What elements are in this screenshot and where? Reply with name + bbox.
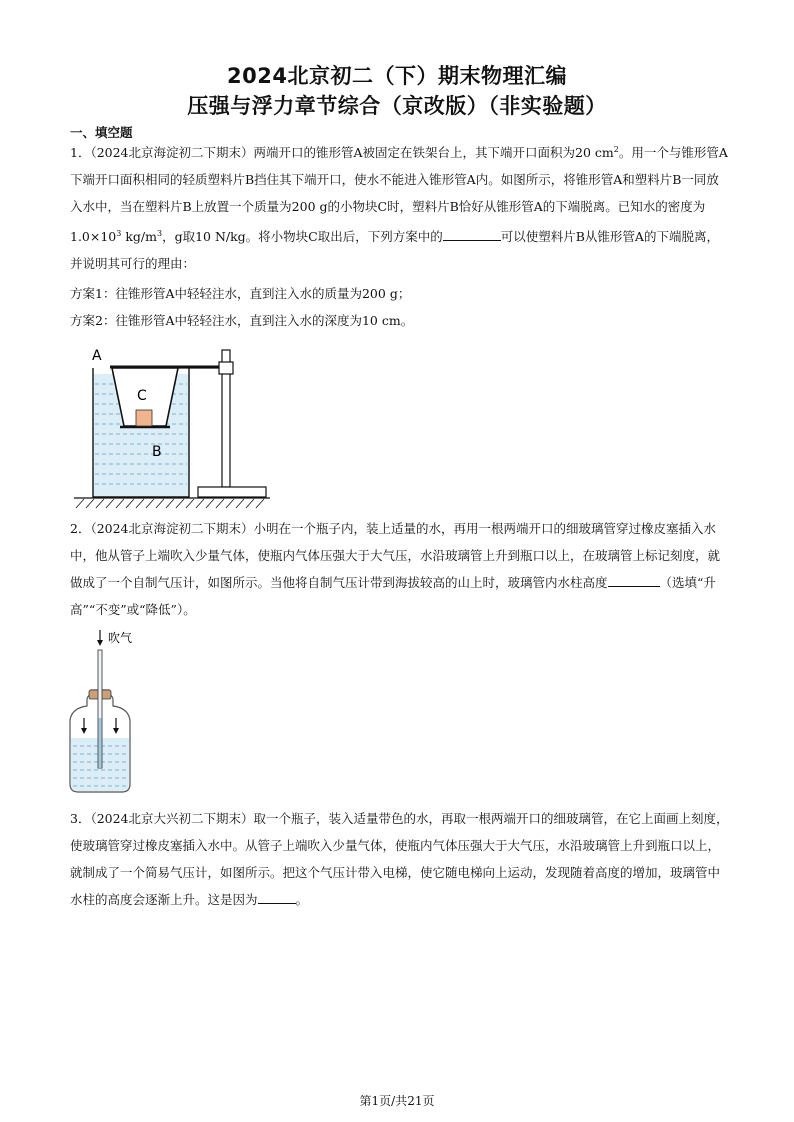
question-2-text-a: 小明在一个瓶子内，装上适量的水，再用一根两端开口的细玻璃管穿过橡皮塞插入水中，他从管子上端吹入少量气体，使瓶内气体压强大于大气压，水沿玻璃管上升到瓶口以上，在玻璃管上标记刻度，就做成了一个自制气压计，如图所示。当他将自制气压计带到海拔较高的山上时，玻璃管内水柱高度: [70, 521, 721, 590]
question-1-text-d: ，g取10 N/kg。将小物块C取出后，下列方案中的: [162, 229, 443, 245]
question-2-number: 2．: [70, 521, 91, 536]
question-1-text-e: 可以使塑料片B从锥形管A的下端脱离，并说明其可行的理由：: [70, 229, 719, 272]
figure-1-label-b: B: [152, 444, 162, 460]
question-1-text-c: kg/m: [121, 229, 157, 245]
figure-1-label-c: C: [137, 388, 147, 404]
figure-1-cone-tube-apparatus: [70, 340, 280, 515]
document-title-line2: 压强与浮力章节综合（京改版）（非实验题）: [187, 94, 607, 118]
question-2-source: （2024北京海淀初二下期末）: [90, 521, 254, 536]
question-1-sup-c: 3: [156, 229, 163, 239]
figure-1-label-a: A: [92, 348, 102, 364]
figure-2-label-blow: 吹气: [108, 631, 133, 645]
question-3-number: 3．: [70, 811, 91, 826]
question-1-number: 1．: [70, 145, 91, 161]
figure-1-stand-clamp: [219, 362, 233, 374]
figure-1-stand-base: [198, 487, 266, 497]
question-1-sup-b: 3: [116, 229, 122, 239]
question-1-text-a: 两端开口的锥形管A被固定在铁架台上，其下端开口面积为20 cm: [253, 145, 614, 161]
page-footer: 第1页/共21页: [359, 1094, 435, 1108]
question-3-text-a: 取一个瓶子，装入适量带色的水，再取一根两端开口的细玻璃管，在它上面画上刻度，使玻璃管穿过橡皮塞插入水中。从管子上端吹入少量气体，使瓶内气体压强大于大气压，水沿玻璃管上升到瓶口以上，就制成了一个简易气压计，如图所示。把这个气压计带入电梯，使它随电梯向上运动，发现随着高度的增加，玻璃管中水柱的高度会逐渐上升。这是因为: [70, 811, 729, 907]
section-heading: 一、填空题: [70, 125, 133, 140]
question-3-source: （2024北京大兴初二下期末）: [90, 811, 254, 826]
question-1-answer-blank[interactable]: [443, 228, 501, 241]
figure-1-block: [136, 410, 152, 426]
question-3-text-b: 。: [295, 892, 309, 907]
question-2-answer-blank[interactable]: [608, 574, 660, 587]
question-1-source: （2024北京海淀初二下期末）: [90, 145, 254, 161]
figure-2-bottle-barometer: [62, 628, 172, 796]
question-1-sup-a: 2: [613, 145, 619, 154]
question-2-text-b: （选填“升高”“不变”或“降低”）。: [70, 575, 716, 617]
question-1-text-b: 。用一个与锥形管A下端开口面积相同的轻质塑料片B挡住其下端开口，使水不能进入锥形管A内。如图所示，将锥形管A和塑料片B一同放入水中，当在塑料片B上放置一个质量为200 g的小物块C时，塑料片B恰好从锥形管A的下端脱离。已知水的密度为1.0×10: [70, 145, 728, 245]
question-1-plan-1: 方案1：往锥形管A中轻轻注水，直到注入水的质量为200 g；: [70, 286, 411, 301]
question-3: [70, 805, 730, 913]
question-1-plan-2: 方案2：往锥形管A中轻轻注水，直到注入水的深度为10 cm。: [70, 313, 414, 328]
question-3-answer-blank[interactable]: [258, 891, 296, 904]
question-2: [70, 515, 730, 623]
document-title-line1: 2024北京初二（下）期末物理汇编: [227, 64, 567, 88]
question-1: [70, 136, 730, 277]
